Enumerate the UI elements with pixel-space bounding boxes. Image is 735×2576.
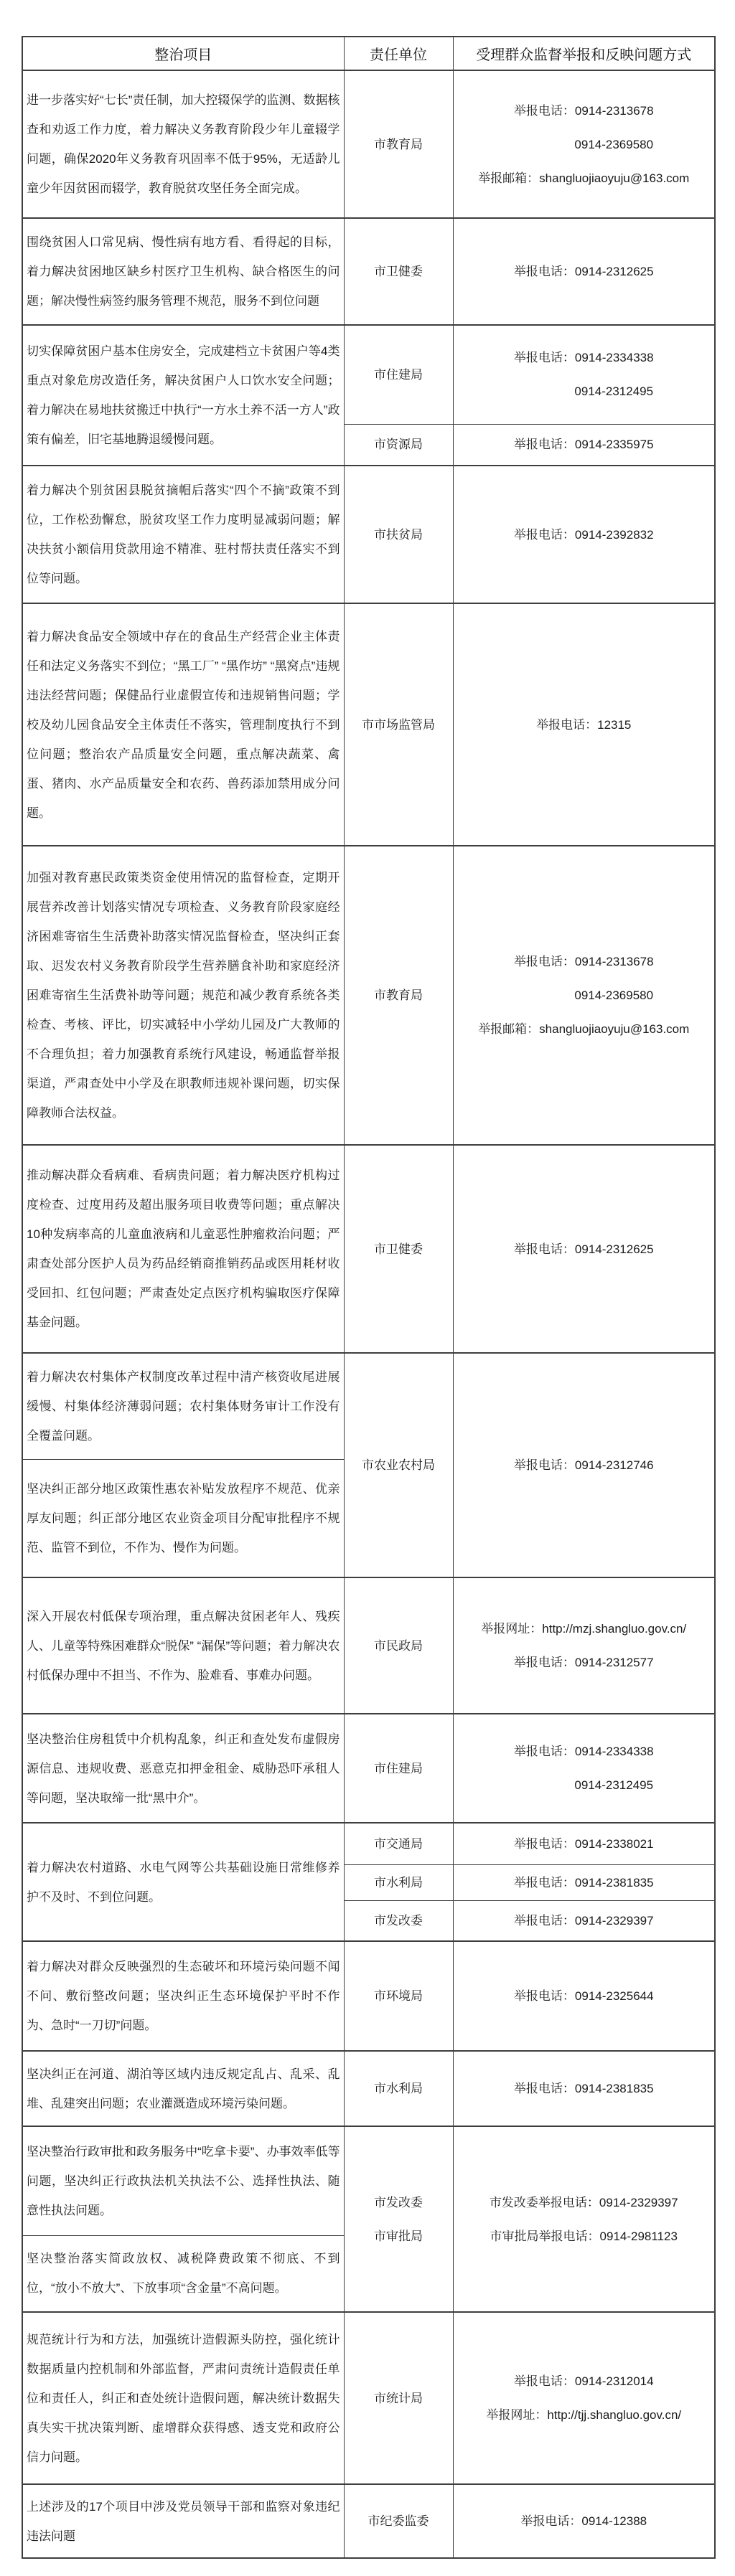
table-row xyxy=(22,1145,715,1353)
contact-line: 举报电话：0914-2312577 xyxy=(513,1656,654,1669)
project-cell: 加强对教育惠民政策类资金使用情况的监督检查，定期开展营养改善计划落实情况专项检查、义务教育阶段家庭经济困难寄宿生生活费补助落实情况监督检查，坚决纠正套取、迟发农村义务教育阶段学生营养膳食补助和家庭经济困难寄宿生生活费补助等问题；规范和减少教育系统各类检查、考核、评比，切实减轻中小学幼儿园及广大教师的不合理负担；着力加强教育系统行风建设，畅通监督举报渠道，严肃查处中小学及在职教师违规补课问题，切实保障教师合法权益。 xyxy=(22,846,344,1145)
unit-name: 市教育局 xyxy=(374,989,423,1002)
contact-cell xyxy=(453,603,715,846)
contact-cell xyxy=(453,218,715,325)
contact-line: 举报电话：0914-2338021 xyxy=(513,1836,654,1851)
table-row xyxy=(22,1823,715,1864)
table-row xyxy=(22,2312,715,2484)
contact-cell xyxy=(453,1145,715,1353)
unit-cell xyxy=(344,1353,453,1577)
contact-line: 举报电话：0914-2392832 xyxy=(513,527,654,542)
unit-name: 市水利局 xyxy=(374,2082,423,2095)
unit-name: 市农业农村局 xyxy=(362,1458,435,1472)
table-row xyxy=(22,1714,715,1823)
unit-cell xyxy=(344,1941,453,2051)
table-row xyxy=(22,466,715,603)
table-row xyxy=(22,2126,715,2235)
contact-line: 举报网址：http://tjj.shangluo.gov.cn/ xyxy=(486,2408,682,2422)
contact-line: 市发改委举报电话：0914-2329397 xyxy=(489,2195,678,2209)
unit-name: 市教育局 xyxy=(374,137,423,151)
contact-line: 举报电话：0914-2312746 xyxy=(513,1458,654,1472)
table-row xyxy=(22,2484,715,2558)
project-cell: 推动解决群众看病难、看病贵问题；着力解决医疗机构过度检查、过度用药及超出服务项目收费等问题；重点解决10种发病率高的儿童血液病和儿童恶性肿瘤救治问题；严肃查处部分医护人员为药品经销商推销药品或医用耗材收受回扣、红包问题；严肃查处定点医疗机构骗取医疗保障基金问题。 xyxy=(22,1145,344,1353)
header-col-unit: 责任单位 xyxy=(344,37,453,70)
unit-name: 市住建局 xyxy=(374,1761,423,1775)
table-body xyxy=(22,70,715,2558)
contact-cell xyxy=(453,2051,715,2126)
header-row xyxy=(22,37,715,70)
project-cell: 着力解决个别贫困县脱贫摘帽后落实“四个不摘”政策不到位，工作松劲懈怠，脱贫攻坚工作力度明显减弱问题；解决扶贫小额信用贷款用途不精准、驻村帮扶责任落实不到位等问题。 xyxy=(22,466,344,603)
table-row xyxy=(22,70,715,218)
unit-cell xyxy=(344,70,453,218)
table-row xyxy=(22,1577,715,1714)
project-cell: 围绕贫困人口常见病、慢性病有地方看、看得起的目标，着力解决贫困地区缺乡村医疗卫生机构、缺合格医生的问题；解决慢性病签约服务管理不规范，服务不到位问题 xyxy=(22,218,344,325)
contact-cell xyxy=(453,325,715,424)
project-cell: 坚决整治落实简政放权、减税降费政策不彻底、不到位，“放小不放大”、下放事项“含金量”不高问题。 xyxy=(22,2235,344,2312)
contact-line: 举报电话：0914-2334338 xyxy=(513,1745,654,1758)
contact-line: 举报电话：0914-2312625 xyxy=(513,265,654,278)
contact-cell xyxy=(453,2484,715,2558)
unit-name: 市审批局 xyxy=(374,2229,423,2243)
contact-line: 举报电话：0914-2329397 xyxy=(513,1913,654,1928)
unit-cell xyxy=(344,1145,453,1353)
contact-cell xyxy=(453,1353,715,1577)
unit-name: 市资源局 xyxy=(374,438,423,452)
rectification-table-wrap xyxy=(22,36,716,2559)
contact-cell xyxy=(453,1714,715,1823)
unit-cell xyxy=(344,325,453,424)
contact-line: 举报电话：0914-2325644 xyxy=(513,1989,654,2003)
contact-cell xyxy=(453,424,715,466)
rectification-table xyxy=(22,36,716,2559)
contact-line: 举报电话：0914-2381835 xyxy=(513,2082,654,2095)
project-cell: 坚决整治住房租赁中介机构乱象，纠正和查处发布虚假房源信息、违规收费、恶意克扣押金租金、威胁恐吓承租人等问题，坚决取缔一批“黑中介”。 xyxy=(22,1714,344,1823)
table-row xyxy=(22,603,715,846)
table-row xyxy=(22,218,715,325)
unit-name: 市民政局 xyxy=(374,1638,423,1653)
table-row xyxy=(22,1941,715,2051)
unit-name: 市环境局 xyxy=(374,1989,423,2003)
unit-name: 市卫健委 xyxy=(374,265,423,278)
contact-cell xyxy=(453,1941,715,2051)
contact-line: 0914-2369580 xyxy=(574,137,654,151)
contact-line: 举报电话：0914-2334338 xyxy=(513,351,654,365)
project-cell: 着力解决农村集体产权制度改革过程中清产核资收尾进展缓慢、村集体经济薄弱问题；农村集体财务审计工作没有全覆盖问题。 xyxy=(22,1353,344,1459)
contact-line: 举报电话：0914-2312014 xyxy=(513,2374,654,2388)
contact-cell xyxy=(453,1900,715,1941)
contact-line: 0914-2312495 xyxy=(574,384,654,399)
contact-line: 举报电话：0914-2313678 xyxy=(513,955,654,968)
project-cell: 切实保障贫困户基本住房安全，完成建档立卡贫困户等4类重点对象危房改造任务，解决贫困户人口饮水安全问题；着力解决在易地扶贫搬迁中执行“一方水土养不活一方人”政策有偏差，旧宅基地腾退缓慢问题。 xyxy=(22,325,344,466)
contact-line: 举报电话：0914-2335975 xyxy=(513,438,654,452)
unit-name: 市扶贫局 xyxy=(374,527,423,542)
project-cell: 进一步落实好“七长”责任制，加大控辍保学的监测、数据核查和劝返工作力度，着力解决义务教育阶段少年儿童辍学问题，确保2020年义务教育巩固率不低于95%，无适龄儿童少年因贫困而辍学，教育脱贫攻坚任务全面完成。 xyxy=(22,70,344,218)
contact-cell xyxy=(453,2126,715,2312)
table-row xyxy=(22,1353,715,1459)
contact-cell xyxy=(453,2312,715,2484)
unit-cell xyxy=(344,1900,453,1941)
contact-line: 举报电话：0914-12388 xyxy=(520,2514,647,2528)
contact-line: 0914-2312495 xyxy=(574,1778,654,1792)
contact-cell xyxy=(453,70,715,218)
contact-line: 举报电话：0914-2313678 xyxy=(513,103,654,118)
unit-cell xyxy=(344,1864,453,1900)
project-cell: 深入开展农村低保专项治理，重点解决贫困老年人、残疾人、儿童等特殊困难群众“脱保” “漏保”等问题；着力解决农村低保办理中不担当、不作为、脸难看、事难办问题。 xyxy=(22,1577,344,1714)
unit-cell xyxy=(344,603,453,846)
contact-line: 举报邮箱：shangluojiaoyuju@163.com xyxy=(478,171,690,185)
table-row xyxy=(22,325,715,424)
table-row xyxy=(22,2051,715,2126)
unit-name: 市水利局 xyxy=(374,1875,423,1889)
header-col-contact: 受理群众监督举报和反映问题方式 xyxy=(453,37,715,70)
contact-cell xyxy=(453,1577,715,1714)
contact-cell xyxy=(453,1864,715,1900)
unit-cell xyxy=(344,846,453,1145)
unit-cell xyxy=(344,424,453,466)
contact-line: 举报电话：0914-2381835 xyxy=(513,1875,654,1889)
unit-cell xyxy=(344,466,453,603)
contact-line: 0914-2369580 xyxy=(574,989,654,1002)
unit-name: 市交通局 xyxy=(374,1836,423,1851)
unit-cell xyxy=(344,2484,453,2558)
contact-cell xyxy=(453,846,715,1145)
unit-cell xyxy=(344,1577,453,1714)
contact-cell xyxy=(453,466,715,603)
table-row xyxy=(22,846,715,1145)
unit-name: 市市场监管局 xyxy=(362,717,435,732)
contact-cell xyxy=(453,1823,715,1864)
contact-line: 举报电话：12315 xyxy=(536,717,632,732)
unit-cell xyxy=(344,2051,453,2126)
unit-name: 市卫健委 xyxy=(374,1242,423,1256)
unit-name: 市住建局 xyxy=(374,367,423,382)
unit-cell xyxy=(344,1823,453,1864)
unit-name: 市发改委 xyxy=(374,1913,423,1928)
project-cell: 上述涉及的17个项目中涉及党员领导干部和监察对象违纪违法问题 xyxy=(22,2484,344,2558)
contact-line: 举报网址：http://mzj.shangluo.gov.cn/ xyxy=(481,1622,687,1636)
project-cell: 坚决纠正部分地区政策性惠农补贴发放程序不规范、优亲厚友问题；纠正部分地区农业资金项目分配审批程序不规范、监管不到位，不作为、慢作为问题。 xyxy=(22,1459,344,1577)
project-cell: 坚决整治行政审批和政务服务中“吃拿卡要”、办事效率低等问题，坚决纠正行政执法机关执法不公、选择性执法、随意性执法问题。 xyxy=(22,2126,344,2235)
unit-name: 市统计局 xyxy=(374,2391,423,2405)
project-cell: 着力解决农村道路、水电气网等公共基础设施日常维修养护不及时、不到位问题。 xyxy=(22,1823,344,1941)
contact-line: 举报电话：0914-2312625 xyxy=(513,1242,654,1256)
table-header xyxy=(22,37,715,70)
project-cell: 坚决纠正在河道、湖泊等区域内违反规定乱占、乱采、乱堆、乱建突出问题；农业灌溉造成环境污染问题。 xyxy=(22,2051,344,2126)
contact-line: 市审批局举报电话：0914-2981123 xyxy=(490,2229,678,2243)
unit-cell xyxy=(344,2312,453,2484)
project-cell: 着力解决对群众反映强烈的生态破坏和环境污染问题不闻不问、敷衍整改问题；坚决纠正生态环境保护平时不作为、急时“一刀切”问题。 xyxy=(22,1941,344,2051)
project-cell: 规范统计行为和方法，加强统计造假源头防控，强化统计数据质量内控机制和外部监督，严肃问责统计造假责任单位和责任人，纠正和查处统计造假问题，解决统计数据失真失实干扰决策判断、虚增群众获得感、透支党和政府公信力问题。 xyxy=(22,2312,344,2484)
unit-name: 市发改委 xyxy=(374,2195,423,2209)
project-cell: 着力解决食品安全领域中存在的食品生产经营企业主体责任和法定义务落实不到位；“黑工厂” “黑作坊” “黑窝点”违规违法经营问题；保健品行业虚假宣传和违规销售问题；学校及幼儿园食品安全主体责任不落实，管理制度执行不到位问题；整治农产品质量安全问题，重点解决蔬菜、禽蛋、猪肉、水产品质量安全和农药、兽药添加禁用成分问题。 xyxy=(22,603,344,846)
unit-cell xyxy=(344,2126,453,2312)
unit-cell xyxy=(344,218,453,325)
contact-line: 举报邮箱：shangluojiaoyuju@163.com xyxy=(478,1022,690,1036)
unit-name: 市纪委监委 xyxy=(368,2514,429,2528)
header-col-project: 整治项目 xyxy=(22,37,344,70)
unit-cell xyxy=(344,1714,453,1823)
